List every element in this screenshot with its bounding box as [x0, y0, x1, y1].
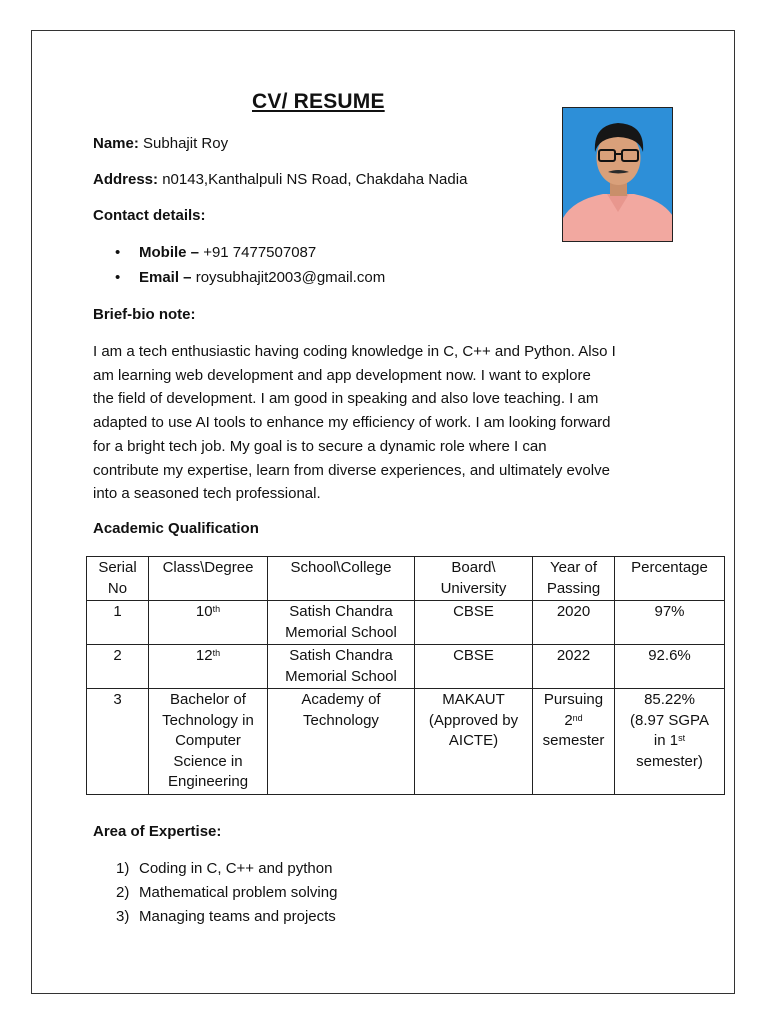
bio-heading: Brief-bio note: — [93, 306, 196, 323]
bio-line: I am a tech enthusiastic having coding knowledge in C, C++ and Python. Also I — [93, 343, 616, 360]
cell-year: Pursuing 2nd semester — [533, 689, 615, 795]
header-class: Class\Degree — [149, 557, 268, 601]
mobile-item — [115, 244, 316, 261]
address-label: Address: — [93, 171, 159, 188]
bio-line: am learning web development and app development now. I want to explore — [93, 366, 591, 384]
cell-serial: 2 — [87, 645, 149, 689]
cell-board: MAKAUT (Approved by AICTE) — [415, 689, 533, 795]
cell-school: Satish Chandra Memorial School — [268, 645, 415, 689]
bio-line: contribute my expertise, learn from diverse experiences, and ultimately evolve — [93, 461, 610, 479]
bio-line: adapted to use AI tools to enhance my efficiency of work. I am looking forward — [93, 414, 611, 432]
table-row — [87, 689, 725, 795]
name-value: Subhajit Roy — [143, 135, 229, 152]
mobile-label: Mobile – — [139, 244, 200, 261]
bullet-icon: • — [115, 269, 121, 286]
header-year: Year of Passing — [533, 557, 615, 601]
cell-percentage: 92.6% — [615, 645, 725, 689]
header-school: School\College — [268, 557, 415, 601]
bio-line: into a seasoned tech professional. — [93, 485, 321, 503]
name-label: Name: — [93, 135, 139, 152]
table-header-row — [87, 557, 725, 601]
expertise-heading: Area of Expertise: — [93, 823, 222, 840]
cell-school: Academy of Technology — [268, 689, 415, 795]
header-serial: Serial No — [87, 557, 149, 601]
list-item: 2) Mathematical problem solving — [116, 884, 338, 901]
cell-class: 10th — [149, 601, 268, 645]
cell-class: Bachelor of Technology in Computer Science in Engineering — [149, 689, 268, 795]
email-label: Email – — [139, 269, 192, 286]
name-line — [93, 135, 228, 152]
contact-heading: Contact details: — [93, 207, 206, 224]
bio-paragraph — [93, 340, 683, 506]
bio-line: the field of development. I am good in speaking and also love teaching. I am — [93, 390, 599, 408]
email-value: roysubhajit2003@gmail.com — [195, 269, 386, 286]
table-row — [87, 601, 725, 645]
cell-school: Satish Chandra Memorial School — [268, 601, 415, 645]
academic-table — [86, 556, 725, 795]
address-line — [93, 171, 467, 188]
list-item: 1) Coding in C, C++ and python — [116, 860, 333, 877]
cell-serial: 3 — [87, 689, 149, 795]
cell-percentage: 85.22% (8.97 SGPA in 1st semester) — [615, 689, 725, 795]
cell-year: 2020 — [533, 601, 615, 645]
page-title: CV/ RESUME — [252, 90, 385, 113]
cell-class: 12th — [149, 645, 268, 689]
email-item — [115, 269, 385, 286]
bullet-icon: • — [115, 244, 121, 261]
bio-line: for a bright tech job. My goal is to secure a dynamic role where I can — [93, 437, 547, 455]
mobile-value: +91 7477507087 — [203, 244, 317, 261]
list-item: 3) Managing teams and projects — [116, 908, 336, 925]
header-percentage: Percentage — [615, 557, 725, 601]
header-board: Board\ University — [415, 557, 533, 601]
cell-board: CBSE — [415, 645, 533, 689]
person-portrait-icon — [563, 108, 673, 242]
cell-year: 2022 — [533, 645, 615, 689]
cell-percentage: 97% — [615, 601, 725, 645]
profile-photo — [562, 107, 673, 242]
cell-board: CBSE — [415, 601, 533, 645]
cell-serial: 1 — [87, 601, 149, 645]
address-value: n0143,Kanthalpuli NS Road, Chakdaha Nadia — [162, 171, 468, 188]
table-row — [87, 645, 725, 689]
academic-heading: Academic Qualification — [93, 520, 259, 537]
